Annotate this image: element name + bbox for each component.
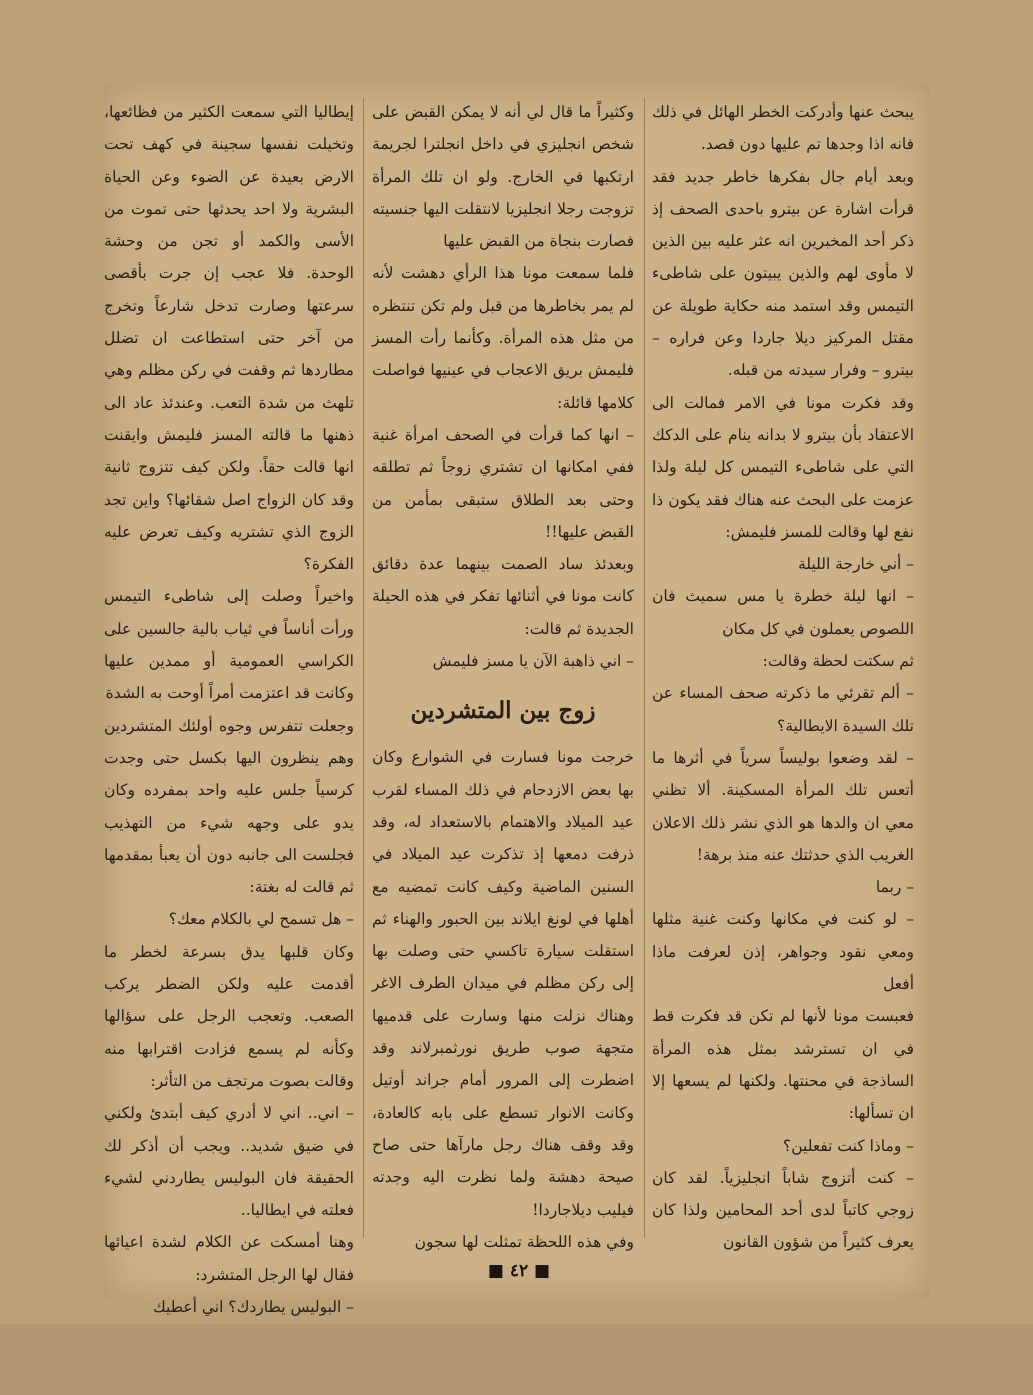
- paragraph: – اني.. اني لا أدري كيف أبتدئ ولكني في ضيق شديد.. ويجب أن أذكر لك الحقيقة فان البوليس يطاردني لشيء فعلته في ايطاليا..: [104, 1104, 354, 1220]
- paragraph: – انها كما قرأت في الصحف امرأة غنية ففي امكانها ان تشتري زوجاً ثم تطلقه وحتى بعد الطلاق ستبقى بمأمن من القبض عليها!!: [372, 425, 634, 541]
- paragraph: وكان قلبها يدق بسرعة لخطر ما أقدمت عليه ولكن الضطر يركب الصعب. وتعجب الرجل على سؤالها وكأنه لم يسمع فزادت اقترابها منه وقالت بصوت مرتجف من التأثر:: [104, 942, 354, 1090]
- paragraph: – ربما: [875, 878, 914, 897]
- paragraph: فعبست مونا لأنها لم تكن قد فكرت قط في ان تسترشد بمثل هذه المرأة الساذجة في محنتها. ولكنها لم يسعها إلا ان تسألها:: [652, 1007, 914, 1123]
- paragraph: خرجت مونا فسارت في الشوارع وكان بها بعض الازدحام في ذلك المساء لقرب عيد الميلاد والاهتمام بالاستعداد له، وقد ذرفت دمعها إذ تذكرت عيد الميلاد في السنين الماضية وكيف كانت تمضيه مع أهلها في لونغ ايلاند بين الحبور والهناء ثم استقلت سيارة تاكسي حتى وصلت بها إلى ركن مظلم في ميدان الطرف الاغر وهناك نزلت منها وسارت على قدميها متجهة صوب طريق نورثمبرلاند وقد اضطرت إلى المرور أمام جراند أوتيل وكانت الانوار تسطع على بابه كالعادة، وقد وقف هناك رجل مارآها حتى صاح صيحة دهشة ولما نظرت اليه وجدته فيليب ديلاجاردا!: [372, 748, 634, 1219]
- paragraph: – ألم تقرئي ما ذكرته صحف المساء عن تلك السيدة الايطالية؟: [652, 684, 914, 735]
- article-column-middle: [372, 96, 634, 1251]
- column-divider: [363, 98, 364, 1238]
- paragraph: – كنت أتزوج شاباً انجليزياً. لقد كان زوجي كاتباً لدى أحد المحامين ولذا كان يعرف كثيراً من شؤون القانون: [652, 1168, 914, 1252]
- column-divider: [644, 98, 645, 1238]
- paragraph: – البوليس يطاردك؟ اني أعطيك: [152, 1297, 354, 1316]
- section-heading: زوج بين المتشردين: [410, 697, 596, 725]
- paragraph: واخيراً وصلت إلى شاطىء التيمس ورأت أناساً في ثياب بالية جالسين على الكراسي العمومية أو ممدين عليها وكانت قد اعتزمت أمراً أوحت به الشدة: [104, 587, 354, 703]
- paragraph: وكثيراً ما قال لي أنه لا يمكن القبض على شخص انجليزي في داخل انجلترا لجريمة ارتكبها في الخارج. ولو ان تلك المرأة تزوجت رجلا انجليزيا لانتقلت اليها جنسيته فصارت بنجاة من القبض عليها: [372, 103, 634, 251]
- page-number: ■ ٤٢ ■: [487, 1261, 551, 1281]
- paragraph: وبعد أيام جال بفكرها خاطر جديد فقد قرأت اشارة عن بيترو باحدى الصحف إذ ذكر أحد المخبرين انه عثر عليه بين الذين لا مأوى لهم والذين يبيتون على شاطىء التيمس وقد استمد منه حكاية طويلة عن مقتل المركيز ديلا جاردا وعن فراره – بيترو – وفرار سيدته من قبله.: [652, 167, 914, 380]
- paragraph: وقد فكرت مونا في الامر فمالت الى الاعتقاد بأن بيترو لا بدانه ينام على الدكك التي على شاطىء التيمس كل ليلة ولذا عزمت على البحث عنه هناك فقد يكون ذا نفع لها وقالت للمسز فليمش:: [652, 393, 914, 541]
- paragraph: فلما سمعت مونا هذا الرأي دهشت لأنه لم يمر بخاطرها من قبل ولم تكن تنتظره من مثل هذه المرأة. وكأنما رأت المسز فليمش بريق الاعجاب في عينيها فواصلت كلامها قائلة:: [372, 264, 634, 412]
- paragraph: وجعلت تتفرس وجوه أولئك المتشردين وهم ينظرون اليها بكسل حتى وجدت كرسياً جلس عليه واحد بمفرده وكان يدو على وجهه شيء من التهذيب فجلست الى جانبه دون أن يعبأ بمقدمها ثم قالت له بغتة:: [104, 716, 354, 897]
- paragraph: وفي هذه اللحظة تمثلت لها سجون: [414, 1232, 634, 1251]
- paragraph: يبحث عنها وأدركت الخطر الهائل في ذلك فانه اذا وجدها تم عليها دون قصد.: [652, 103, 914, 154]
- article-column-right: [652, 96, 914, 1252]
- paragraph: – لو كنت في مكانها وكنت غنية مثلها ومعي نقود وجواهر، إذن لعرفت ماذا أفعل: [652, 910, 914, 994]
- paragraph: – لقد وضعوا بوليساً سرياً في أثرها ما أتعس تلك المرأة المسكينة. ألا تظني معي ان والدها هو الذي نشر ذلك الاعلان الغريب الذي حدثتك عنه منذ برهة!: [652, 748, 914, 864]
- paragraph: إيطاليا التي سمعت الكثير من فظائعها، وتخيلت نفسها سجينة في كهف تحت الارض بعيدة عن الضوء وعن الحياة البشرية ولا احد يحدثها حتى تموت من الأسى والكمد أو تجن من وحشة الوحدة. فلا عجب إن جرت بأقصى سرعتها وصارت تدخل شارعاً وتخرج من آخر حتى استطاعت ان تضلل مطاردها ثم وقفت في ركن مظلم وهي تلهث من شدة التعب. وعندئذ عاد الى ذهنها ما قالته المسز فليمش وايقنت انها قالت حقاً. ولكن كيف تتزوج ثانية وقد كان الزواج اصل شقائها؟ واين تجد الزوج الذي تشتريه وكيف تعرض عليه الفكرة؟: [104, 103, 354, 574]
- paragraph: – انها ليلة خطرة يا مس سميث فان اللصوص يعملون في كل مكان: [652, 587, 914, 638]
- magazine-page: [104, 84, 930, 1316]
- paragraph: ثم سكتت لحظة وقالت:: [762, 652, 914, 671]
- paragraph: وبعدئذ ساد الصمت بينهما عدة دقائق كانت مونا في أثنائها تفكر في هذه الحيلة الجديدة ثم قالت:: [372, 555, 634, 638]
- paragraph: وهنا أمسكت عن الكلام لشدة اعيائها فقال لها الرجل المتشرد:: [104, 1233, 354, 1284]
- paragraph: – اني ذاهبة الآن يا مسز فليمش: [432, 652, 634, 671]
- paragraph: – أني خارجة الليلة: [797, 555, 914, 574]
- paragraph: – هل تسمح لي بالكلام معك؟: [168, 910, 354, 929]
- paragraph: – وماذا كنت تفعلين؟: [783, 1136, 914, 1155]
- scan-background-stripe: [0, 1324, 1033, 1395]
- article-column-left: [104, 96, 354, 1316]
